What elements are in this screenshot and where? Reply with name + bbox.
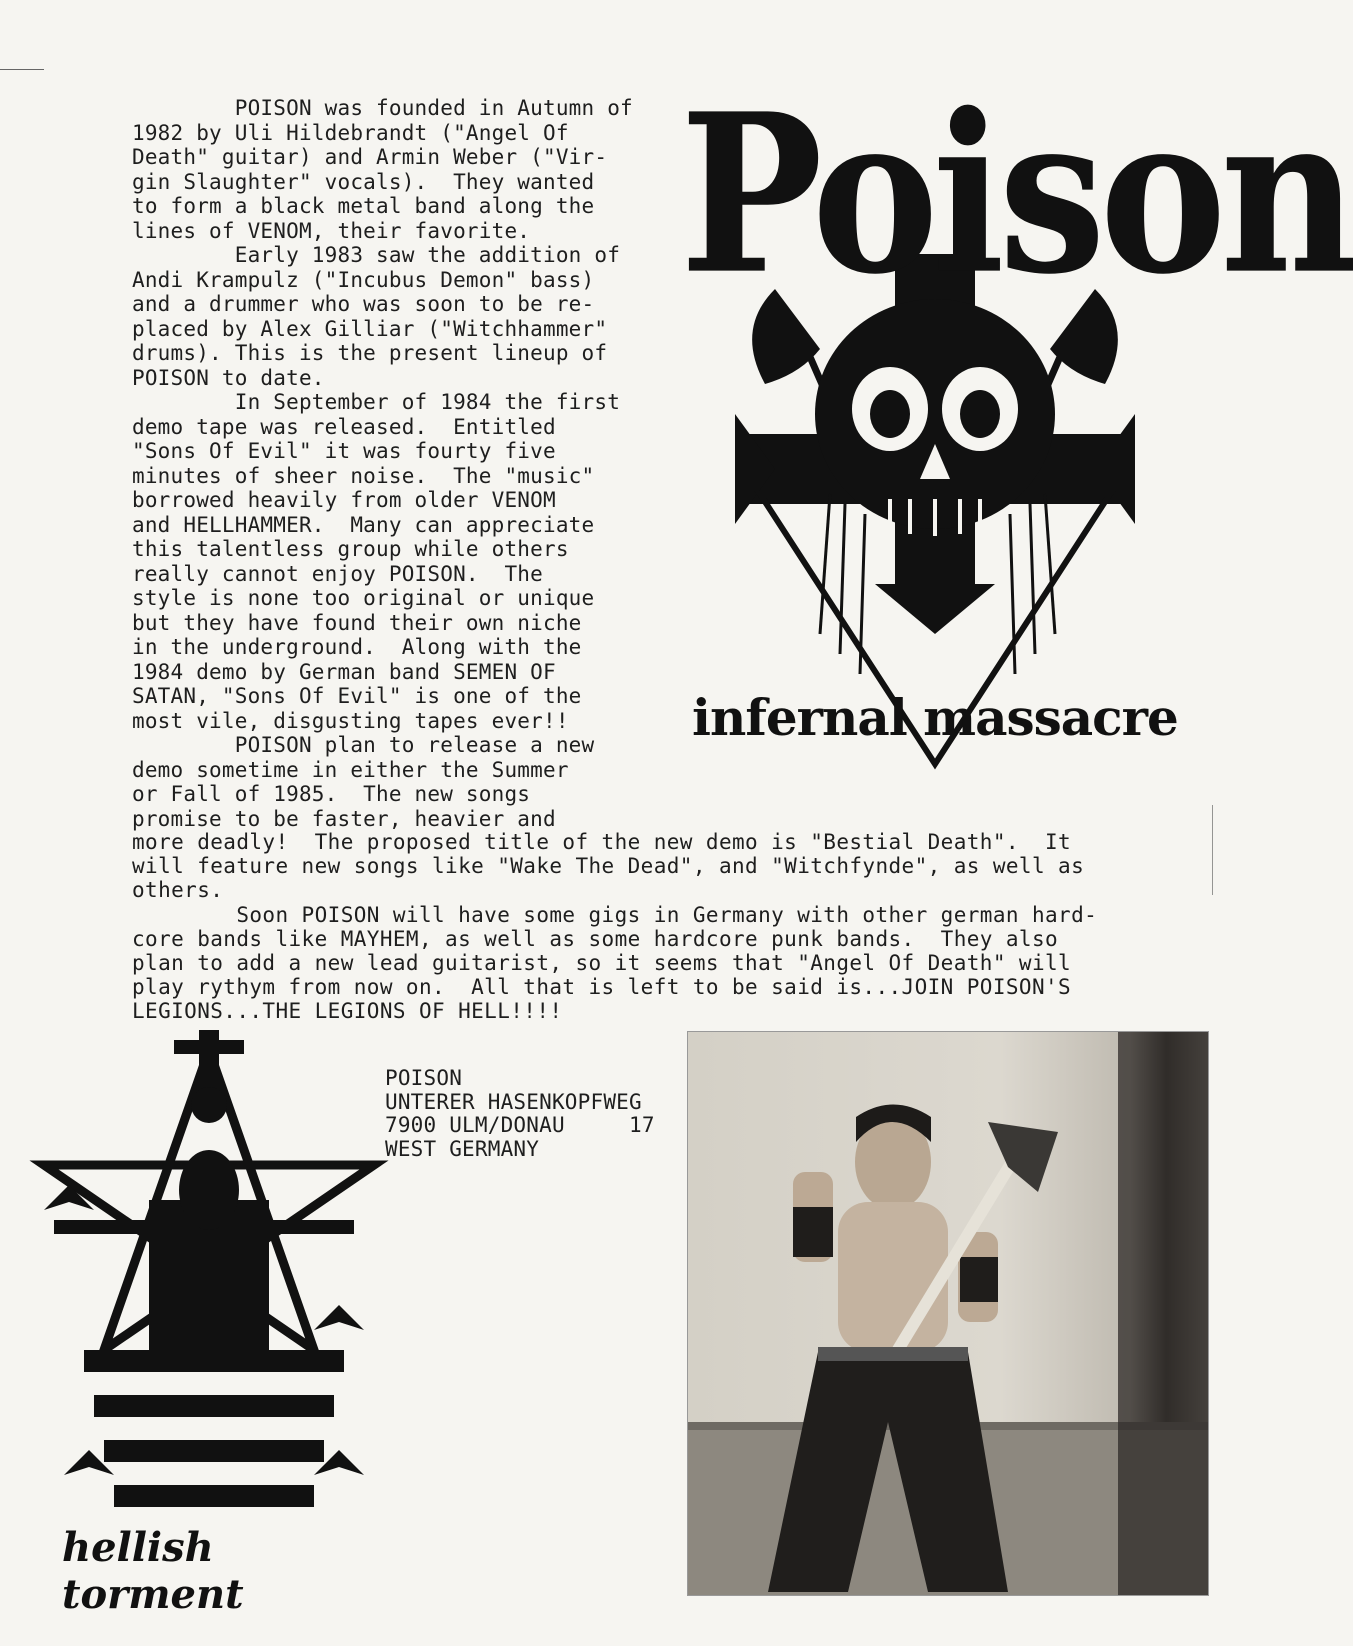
text-line: In September of 1984 the first bbox=[132, 390, 621, 414]
text-line: and HELLHAMMER. Many can appreciate bbox=[132, 512, 595, 537]
pentagram-artwork bbox=[24, 1030, 384, 1618]
text-line: promise to be faster, heavier and bbox=[132, 806, 556, 831]
scan-edge-line bbox=[1212, 805, 1213, 895]
text-line: POISON to date. bbox=[132, 365, 325, 390]
band-member-photo bbox=[687, 1031, 1209, 1596]
text-line: 1982 by Uli Hildebrandt ("Angel Of bbox=[132, 120, 569, 145]
text-line: demo tape was released. Entitled bbox=[132, 414, 556, 439]
text-line: and a drummer who was soon to be re- bbox=[132, 292, 595, 316]
text-line: in the underground. Along with the bbox=[132, 635, 582, 659]
band-logo-artwork bbox=[680, 65, 1353, 794]
text-line: POISON plan to release a new bbox=[132, 733, 595, 757]
address-line: 7900 ULM/DONAU 17 bbox=[385, 1113, 655, 1137]
text-line: placed by Alex Gilliar ("Witchhammer" bbox=[132, 316, 608, 341]
text-line: others. bbox=[132, 878, 224, 903]
text-line: Early 1983 saw the addition of bbox=[132, 243, 621, 267]
article-column-text bbox=[132, 96, 672, 831]
text-line: plan to add a new lead guitarist, so it seems that "Angel Of Death" will bbox=[132, 951, 1072, 976]
text-line: will feature new songs like "Wake The Dead", and "Witchfynde", as well as bbox=[132, 854, 1085, 879]
scan-edge-mark bbox=[0, 69, 44, 70]
text-line: minutes of sheer noise. The "music" bbox=[132, 463, 595, 488]
address-line: WEST GERMANY bbox=[385, 1136, 540, 1161]
band-logo-title: Poison bbox=[680, 65, 1353, 323]
text-line: most vile, disgusting tapes ever!! bbox=[132, 708, 569, 733]
text-line: but they have found their own niche bbox=[132, 610, 582, 635]
text-line: LEGIONS...THE LEGIONS OF HELL!!!! bbox=[132, 999, 563, 1024]
band-address bbox=[385, 1067, 655, 1161]
text-line: lines of VENOM, their favorite. bbox=[132, 218, 531, 243]
text-line: gin Slaughter" vocals). They wanted bbox=[132, 169, 595, 194]
address-line: UNTERER HASENKOPFWEG bbox=[385, 1089, 642, 1114]
text-line: Andi Krampulz ("Incubus Demon" bass) bbox=[132, 267, 595, 292]
demo-title-caption: hellish torment bbox=[62, 1524, 244, 1618]
text-line: Death" guitar) and Armin Weber ("Vir- bbox=[132, 145, 608, 169]
pentagram-illustration bbox=[24, 1030, 384, 1590]
photo-figure bbox=[688, 1032, 1208, 1595]
text-line: SATAN, "Sons Of Evil" is one of the bbox=[132, 684, 582, 708]
text-line: 1984 demo by German band SEMEN OF bbox=[132, 659, 556, 684]
article-wide-text bbox=[132, 830, 1212, 1024]
text-line: borrowed heavily from older VENOM bbox=[132, 488, 556, 512]
text-line: POISON was founded in Autumn of bbox=[132, 96, 633, 120]
text-line: play rythym from now on. All that is left to be said is...JOIN POISON'S bbox=[132, 975, 1072, 1000]
text-line: Soon POISON will have some gigs in Germany with other german hard- bbox=[132, 902, 1098, 927]
text-line: more deadly! The proposed title of the new demo is "Bestial Death". It bbox=[132, 830, 1072, 854]
text-line: "Sons Of Evil" it was fourty five bbox=[132, 439, 556, 463]
text-line: or Fall of 1985. The new songs bbox=[132, 782, 531, 806]
demo-title-caption: infernal massacre bbox=[692, 688, 1178, 747]
text-line: really cannot enjoy POISON. The bbox=[132, 561, 543, 586]
text-line: to form a black metal band along the bbox=[132, 194, 595, 218]
text-line: demo sometime in either the Summer bbox=[132, 757, 569, 782]
text-line: this talentless group while others bbox=[132, 537, 569, 561]
text-line: core bands like MAYHEM, as well as some hardcore punk bands. They also bbox=[132, 926, 1059, 951]
text-line: drums). This is the present lineup of bbox=[132, 341, 608, 365]
text-line: style is none too original or unique bbox=[132, 586, 595, 610]
address-line: POISON bbox=[385, 1066, 463, 1090]
